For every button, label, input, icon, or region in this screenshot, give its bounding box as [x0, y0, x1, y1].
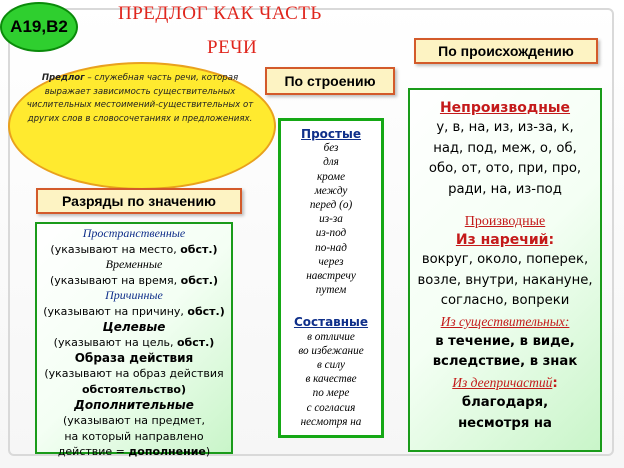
derived-title: Производные	[464, 214, 546, 230]
noun-line: в течение, в виде,	[435, 334, 575, 350]
task-badge: А19,В2	[0, 2, 78, 52]
compound-preposition: несмотря на	[300, 415, 362, 428]
manner-desc: (указывают на образ действия	[44, 367, 224, 381]
simple-preposition: для	[323, 156, 339, 169]
nonderived-line: над, под, меж, о, об,	[433, 140, 577, 156]
compound-preposition: по мере	[312, 387, 350, 400]
nonderived-line: ради, на, из-под	[448, 181, 562, 197]
compound-preposition: во избежание	[298, 344, 364, 357]
noun-lines	[402, 332, 608, 373]
nonderived-line: у, в, на, из, из-за, к,	[436, 120, 574, 136]
spatial-title: Пространственные	[82, 226, 186, 240]
temporal-desc: (указывают на время, обст.)	[49, 273, 219, 287]
simple-preposition: между	[314, 184, 348, 197]
simple-items	[281, 141, 381, 297]
purpose-desc: (указывают на цель, обст.)	[53, 336, 215, 350]
purpose-title: Целевые	[102, 319, 166, 334]
extra-desc-3: действие = дополнение)	[57, 445, 211, 459]
compound-title: Составные	[293, 315, 369, 330]
simple-preposition: через	[318, 255, 344, 268]
definition-body: – служебная часть речи, которая выражает зависимость существительных числительных местоимений-существительных от других слов в словосочетаниях и предложениях.	[26, 73, 254, 124]
spatial-desc: (указывают на место, обст.)	[50, 242, 218, 256]
manner-example: обстоятельство)	[81, 382, 187, 396]
extra-desc-1: (указывают на предмет,	[62, 414, 206, 428]
adverb-line: возле, внутри, накануне,	[417, 272, 593, 288]
compound-preposition: с согласия	[306, 401, 356, 414]
nonderived-line: обо, от, ото, при, про,	[428, 161, 582, 177]
from-nouns: Из существительных:	[440, 313, 570, 329]
compound-preposition: в отличие	[307, 330, 355, 343]
compound-preposition: в силу	[317, 359, 345, 372]
simple-preposition: навстречу	[306, 270, 356, 283]
gerund-lines	[402, 393, 608, 434]
simple-title: Простые	[301, 127, 361, 141]
simple-preposition: кроме	[316, 170, 346, 183]
header-by-origin: По происхождению	[414, 38, 598, 64]
manner-title: Образа действия	[74, 350, 194, 365]
simple-preposition: из-под	[315, 227, 347, 240]
nonderived-title: Непроизводные	[439, 100, 571, 116]
gerund-line: благодаря,	[461, 395, 549, 411]
extra-desc-2: на который направлено	[64, 429, 204, 443]
from-adverbs: Из наречий:	[455, 232, 555, 249]
compound-preposition: в качестве	[305, 373, 357, 386]
noun-line: вследствие, в знак	[432, 354, 578, 370]
title-line-1: ПРЕДЛОГ КАК ЧАСТЬ	[118, 3, 322, 24]
simple-preposition: перед (о)	[309, 199, 353, 212]
extra-title: Дополнительные	[74, 397, 194, 412]
meaning-list	[38, 226, 230, 460]
temporal-title: Временные	[105, 257, 163, 272]
gerund-line: несмотря на	[458, 415, 552, 431]
definition-term: Предлог	[41, 73, 85, 83]
causal-desc: (указывают на причину, обст.)	[43, 304, 225, 318]
adverb-line: вокруг, около, поперек,	[421, 252, 589, 268]
simple-preposition: из-за	[319, 213, 343, 226]
simple-preposition: без	[323, 142, 339, 155]
nonderived-lines	[402, 118, 608, 200]
origin-list	[402, 98, 608, 434]
structure-list	[281, 127, 381, 429]
adverb-line: согласно, вопреки	[440, 293, 570, 309]
simple-preposition: путем	[315, 284, 347, 297]
causal-title: Причинные	[105, 288, 163, 303]
header-by-structure: По строению	[265, 67, 395, 95]
header-by-meaning: Разряды по значению	[36, 188, 242, 214]
title-line-2: РЕЧИ	[207, 37, 258, 58]
simple-preposition: по-над	[315, 241, 347, 254]
compound-items	[281, 330, 381, 429]
from-gerunds: Из деепричастий:	[452, 374, 558, 391]
definition-text	[22, 72, 258, 126]
adverb-lines	[402, 250, 608, 311]
